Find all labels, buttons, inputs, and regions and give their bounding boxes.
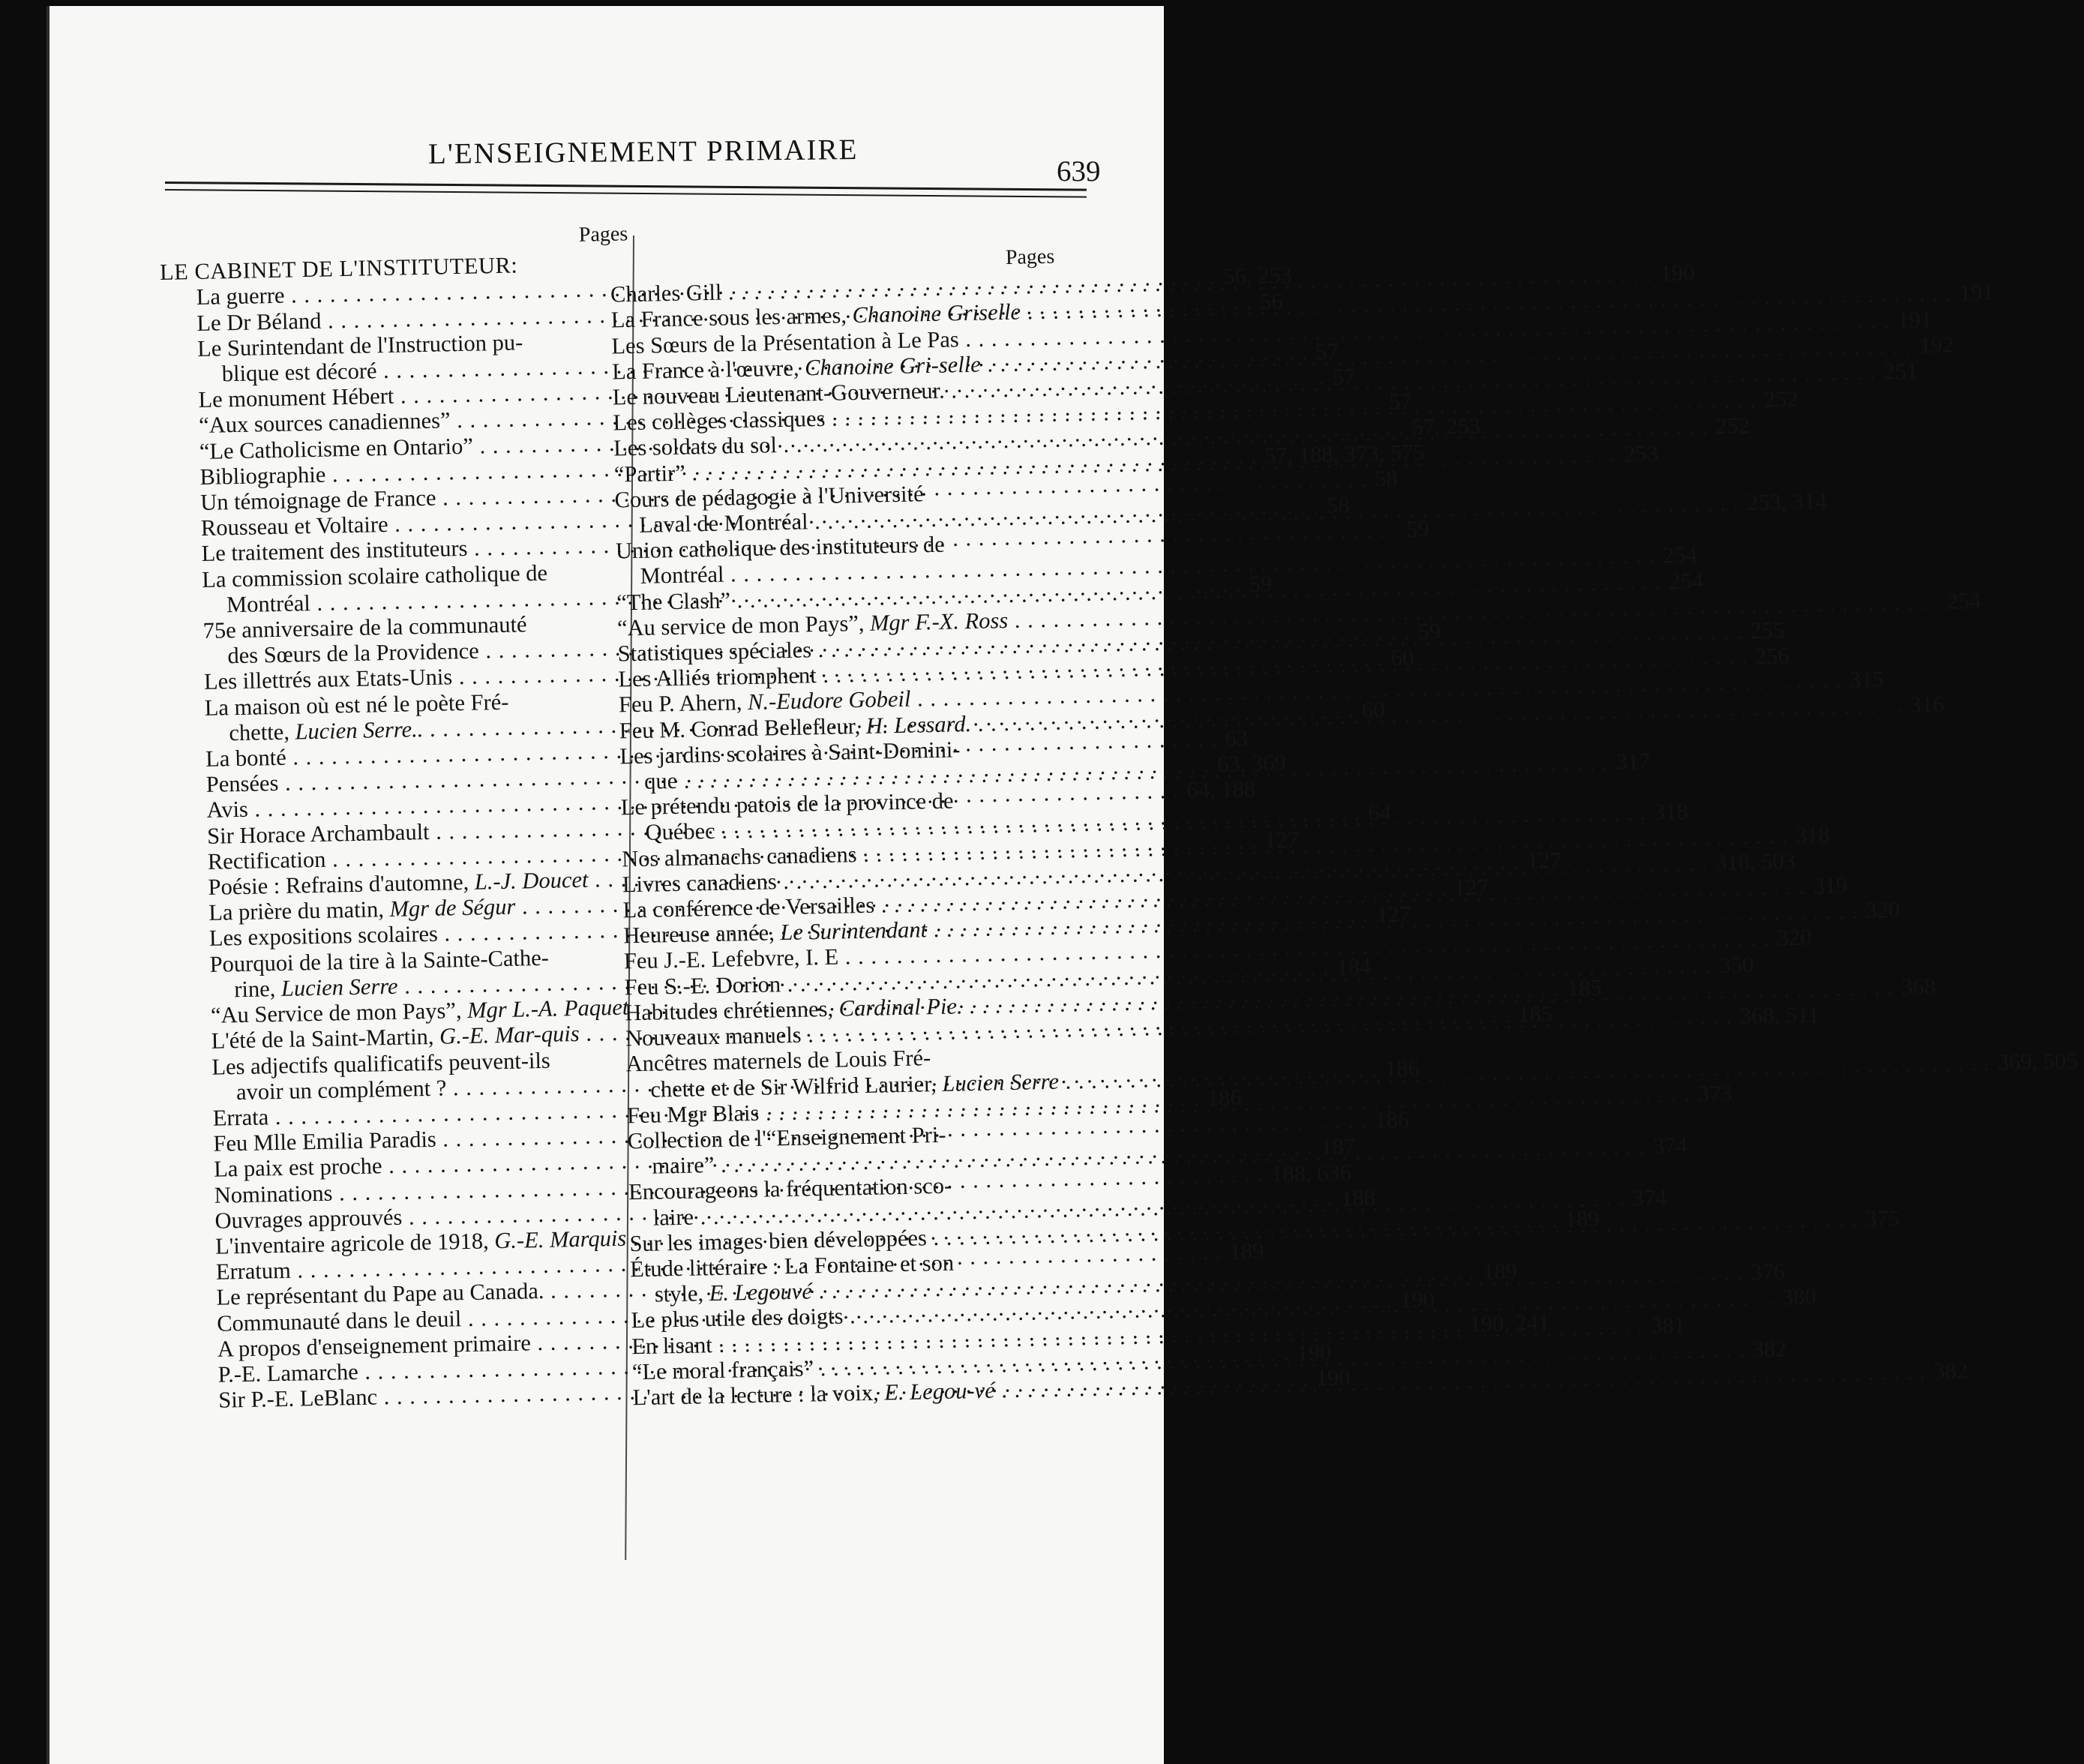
entry-title: Heureuse année, Le Surintendant . . . (623, 898, 1861, 949)
entry-title: Un témoignage de France . . . (200, 466, 1371, 516)
entry-author: L.-J. Doucet (474, 866, 589, 895)
entry-pages: 127 (1526, 847, 1562, 874)
header-rule-thin (165, 189, 1087, 198)
entry-title-line: Union catholique des instituteurs de (615, 531, 946, 564)
entry-pages: 316 (1909, 691, 1945, 718)
entry-title-line: Le prétendu patois de la province de (620, 788, 954, 820)
entry-pages: 251 (1883, 358, 1918, 385)
entry-title-line: Ancêtres maternels de Louis Fré- (625, 1045, 931, 1077)
entry-pages: 375 (1865, 1205, 1900, 1232)
entry-author: Mgr de Ségur (389, 893, 516, 922)
entry-pages: 59 (1249, 571, 1273, 597)
entry-title: Le Dr Béland . . . (196, 289, 1255, 336)
entry-title: Les collèges classiques . . . (613, 387, 1759, 436)
entry-title: Poésie : Refrains d'automne, L.-J. Doucet . . . (208, 848, 1522, 900)
entry-title-line: Les adjectifs qualificatifs peuvent-ils (211, 1047, 551, 1080)
entry-pages: 382 (1933, 1358, 1969, 1384)
entry-title: En lisant . . . (631, 1313, 1647, 1359)
entry-pages: 127 (1264, 826, 1300, 854)
entry-pages: 373 (1697, 1080, 1733, 1107)
entry-title: Errata . . . (212, 1085, 1203, 1131)
entry-title: Sir Horace Archambault . . . (207, 800, 1364, 849)
entry-pages: 57, 253 (1411, 412, 1481, 440)
entry-title: Le traitement des instituteurs . . . (201, 517, 1402, 566)
entry-pages: 380 (1781, 1283, 1817, 1310)
entry-author: Cardinal Pie. (838, 993, 963, 1022)
entry-title: Le nouveau Lieutenant-Gouverneur. . . . (613, 359, 1879, 410)
entry-author: H. Lessard. (865, 710, 972, 739)
entry-pages: 191 (1959, 279, 1994, 306)
entry-author: Lucien Serre (942, 1068, 1060, 1096)
entry-title: La bonté . . . (205, 726, 1221, 772)
entry-pages: 254 (1946, 587, 1981, 614)
entry-title-line: La commission scolaire catholique de (201, 560, 548, 592)
entry-pages: 64 (1367, 799, 1392, 826)
entry-pages: 59 (1417, 619, 1441, 645)
entry-pages: 253 (1624, 440, 1659, 467)
entry-pages: 381 (1651, 1312, 1686, 1339)
entry-author: G.-E. Mar-quis (439, 1021, 580, 1050)
entry-title-line: Les jardins scolaires à Saint-Domini- (619, 736, 961, 770)
entry-pages: 315 (1849, 667, 1885, 693)
entry-title-line: La maison où est né le poète Fré- (204, 688, 509, 721)
entry-title: style, E. Legouvé . . . (655, 1260, 1747, 1307)
entry-pages: 320 (1865, 897, 1900, 924)
entry-pages: 56 (1259, 288, 1284, 315)
entry-pages: 64, 188 (1186, 776, 1256, 804)
entry-title: Feu M. Conrad Bellefleur, H. Lessard. . . . (619, 692, 1906, 744)
entry-pages: 186 (1384, 1055, 1420, 1082)
entry-title: laire . . . (652, 1185, 1628, 1230)
entry-pages: 57 (1388, 388, 1413, 415)
entry-pages: 191 (1897, 306, 1933, 333)
entry-title: “Au Service de mon Pays”, Mgr L.-A. Paquet . . . (211, 976, 1564, 1028)
entry-title: Les Sœurs de la Présentation à Le Pas . . . (611, 308, 1894, 359)
entry-title: La guerre . . . (196, 264, 1219, 310)
pages-column-label: Pages (1005, 244, 1055, 269)
entry-pages: 317 (1615, 748, 1651, 775)
entry-title: Ouvrages approuvés . . . (214, 1185, 1336, 1233)
entry-pages: 127 (1376, 902, 1411, 928)
entry-title-line: Cours de pédagogie à l'Université (614, 481, 924, 513)
entry-author: G.-E. Marquis (493, 1225, 627, 1254)
entry-title-line: 75e anniversaire de la communauté (202, 611, 527, 644)
entry-author: Mgr L.-A. Paquet (466, 994, 629, 1024)
entry-title: Nominations . . . (214, 1161, 1267, 1208)
running-header-title: L'ENSEIGNEMENT PRIMAIRE (427, 133, 859, 171)
entry-title: “Le moral français” . . . (632, 1336, 1749, 1384)
entry-title: Feu Mlle Emilia Paradis . . . (213, 1108, 1371, 1156)
page-number: 639 (1057, 155, 1101, 188)
entry-title: Nouveaux manuels . . . (625, 1004, 1736, 1052)
entry-pages: 189 (1229, 1238, 1264, 1264)
entry-author: Chanoine Griselle (852, 298, 1021, 328)
entry-pages: 60 (1390, 644, 1414, 671)
entry-title: Feu Mgr Blais . . . (627, 1081, 1694, 1128)
entry-title: La France sous les armes, Chanoine Griselle . . . (610, 280, 1955, 333)
entry-title-line: Collection de l'“Enseignement Pri- (627, 1121, 946, 1154)
entry-title: chette, Lucien Serre.. . . . (229, 698, 1357, 746)
entry-pages: 189 (1482, 1258, 1518, 1286)
entry-title: Sir P.-E. LeBlanc . . . (218, 1366, 1312, 1413)
entry-pages: 252 (1715, 412, 1750, 440)
entry-pages: 58 (1374, 465, 1399, 492)
entry-title: “The Clash” . . . (616, 568, 1665, 615)
entry-title: Les expositions scolaires . . . (209, 902, 1372, 951)
entry-pages: 376 (1750, 1258, 1786, 1286)
entry-title: P.-E. Lamarche . . . (217, 1340, 1293, 1388)
entry-title: La conférence de Versailles . . . (622, 874, 1809, 923)
entry-pages: 318 (1654, 799, 1689, 826)
entry-title: Rousseau et Voltaire . . . (201, 493, 1323, 541)
entry-title: maire” . . . (652, 1133, 1648, 1179)
entry-pages: 63 (1225, 725, 1249, 752)
entry-title: Le plus utile des doigts . . . (631, 1285, 1777, 1334)
entry-title: “Le Catholicisme en Ontario” . . . (199, 414, 1408, 464)
entry-pages: 374 (1632, 1184, 1667, 1210)
entry-pages: 369, 505 (1997, 1047, 2078, 1076)
entry-title: Statistiques spéciales . . . (617, 618, 1746, 666)
entry-author: Mgr F.-X. Ross (869, 607, 1009, 636)
entry-pages: 190 (1660, 260, 1696, 286)
pages-column-label: Pages (578, 222, 628, 247)
entry-title: Erratum . . . (216, 1239, 1225, 1285)
entry-pages: 56, 253 (1222, 262, 1293, 290)
entry-pages: 188 (1340, 1184, 1376, 1211)
entry-pages: 188, 636 (1270, 1159, 1352, 1186)
entry-title: Feu P. Ahern, N.-Eudore Gobeil . . . (619, 668, 1846, 718)
entry-pages: 320 (1777, 925, 1812, 951)
entry-title: Sur les images bien développées . . . (629, 1206, 1861, 1256)
entry-pages: 190 (1399, 1286, 1435, 1312)
entry-author: E. Legou-vé (883, 1377, 996, 1406)
entry-title: L'inventaire agricole de 1918, G.-E. Marquis . . . (215, 1207, 1561, 1259)
entry-pages: 58 (1326, 492, 1351, 519)
entry-title: “Partir” . . . (614, 441, 1620, 487)
entry-title: Bibliographie . . . (199, 442, 1260, 490)
entry-pages: 57, 188, 373, 575 (1264, 440, 1425, 469)
entry-title: Laval de Montréal . . . (639, 490, 1743, 538)
entry-title: que . . . (644, 749, 1612, 794)
entry-pages: 254 (1669, 568, 1704, 594)
entry-pages: 185 (1518, 1001, 1553, 1028)
entry-title: A propos d'enseignement primaire . . . (217, 1311, 1465, 1362)
book-page (46, 6, 2078, 1764)
entry-title: “Au service de mon Pays”, Mgr F.-X. Ross . . . (617, 589, 1943, 641)
entry-pages: 186 (1375, 1106, 1410, 1133)
entry-title-line: Pourquoi de la tire à la Sainte-Cathe- (209, 944, 550, 977)
entry-title: Les Alliés triomphent . . . (618, 644, 1751, 692)
entry-title: Habitudes chrétiennes, Cardinal Pie. . . . (625, 974, 1897, 1025)
section-heading: LE CABINET DE L'INSTITUTEUR: (159, 252, 518, 286)
entry-title: avoir un complément ? . . . (236, 1056, 1381, 1105)
entry-title: blique est décoré . . . (221, 339, 1311, 386)
entry-title: Feu S.-E. Dorion . . . (624, 952, 1715, 1000)
entry-title: Le représentant du Pape au Canada. . . . (216, 1259, 1478, 1310)
entry-pages: 190 (1297, 1339, 1332, 1366)
entry-pages: 350 (1719, 951, 1754, 978)
entry-pages: 374 (1652, 1132, 1688, 1159)
entry-title: La paix est proche . . . (214, 1135, 1317, 1183)
entry-pages: 382 (1752, 1336, 1787, 1363)
entry-pages: 60 (1361, 697, 1385, 723)
entry-title: Nos almanachs canadiens . . . (622, 823, 1792, 872)
entry-title: L'été de la Saint-Martin, G.-E. Mar-quis . . . (211, 1002, 1513, 1054)
entry-author: Le Surintendant (780, 916, 928, 946)
entry-author: N.-Eudore Gobeil (747, 686, 911, 716)
entry-pages: 63, 369 (1216, 750, 1286, 778)
entry-title-line: Encourageons la fréquentation sco- (628, 1172, 952, 1205)
entry-pages: 185 (1567, 974, 1603, 1001)
entry-pages: 255 (1750, 617, 1785, 644)
entry-pages: 127 (1453, 874, 1489, 901)
entry-title: Montréal . . . (640, 543, 1658, 589)
entry-title: Québec . . . (645, 800, 1650, 845)
entry-pages: 256 (1755, 643, 1790, 670)
entry-pages: 318, 503 (1715, 848, 1796, 876)
entry-title: Avis . . . (206, 778, 1183, 823)
entry-title: rine, Lucien Serre . . . (234, 955, 1333, 1003)
entry-pages: 192 (1919, 332, 1954, 358)
entry-author: Chanoine Gri-selle (804, 351, 982, 381)
entry-pages: 57 (1332, 364, 1356, 390)
entry-pages: 186 (1207, 1084, 1243, 1112)
entry-title: La prière du matin, Mgr de Ségur . . . (208, 875, 1450, 926)
entry-author: Lucien Serre (280, 973, 398, 1001)
entry-title: Le monument Hébert . . . (198, 364, 1328, 412)
entry-title-line: Étude littéraire : La Fontaine et son (629, 1250, 955, 1282)
entry-pages: 252 (1763, 386, 1799, 412)
entry-pages: 319 (1813, 872, 1848, 899)
entry-title: des Sœurs de la Providence . . . (227, 620, 1414, 669)
entry-pages: 254 (1662, 542, 1698, 568)
entry-title: Rectification . . . (208, 828, 1261, 874)
entry-pages: 59 (1405, 516, 1430, 543)
entry-pages: 368, 511 (1739, 1001, 1820, 1029)
entry-pages: 184 (1336, 953, 1372, 980)
entry-pages: 190 (1315, 1364, 1351, 1391)
entry-title: Pensées . . . (205, 752, 1213, 797)
entry-pages: 57 (1315, 338, 1339, 365)
entry-pages: 368 (1900, 974, 1936, 1000)
entry-title: Les illettrés aux Etats-Unis . . . (204, 646, 1387, 695)
entry-title: Les soldats du sol . . . (613, 414, 1711, 462)
entry-title: La France à l'œuvre, Chanoine Gri-selle . . . (612, 332, 1915, 384)
entry-title: chette et de Sir Wilfrid Laurier, Lucien Serre . . . (650, 1049, 1993, 1102)
entry-title: Montréal . . . (226, 572, 1245, 617)
entry-pages: 253, 314 (1746, 488, 1828, 516)
entry-title: Charles Gill . . . (610, 261, 1657, 308)
entry-title: Feu J.-E. Lefebvre, I. E . . . (624, 926, 1774, 974)
entry-pages: 187 (1320, 1133, 1356, 1160)
entry-pages: 189 (1564, 1205, 1600, 1232)
entry-title: Livres canadiens . . . (622, 850, 1711, 897)
entry-title-line: Le Surintendant de l'Instruction pu- (196, 329, 523, 362)
entry-title: “Aux sources canadiennes” . . . (199, 389, 1385, 439)
entry-author: E. Legouvé (709, 1278, 813, 1306)
entry-title: Communauté dans le deuil . . . (217, 1287, 1396, 1336)
entry-pages: 190, 241 (1469, 1309, 1550, 1336)
entry-title: L'art de la lecture : la voix, E. Legou-vé . . . (632, 1358, 1929, 1410)
entry-author: Lucien Serre.. (295, 716, 424, 745)
entry-pages: 318 (1795, 821, 1831, 848)
